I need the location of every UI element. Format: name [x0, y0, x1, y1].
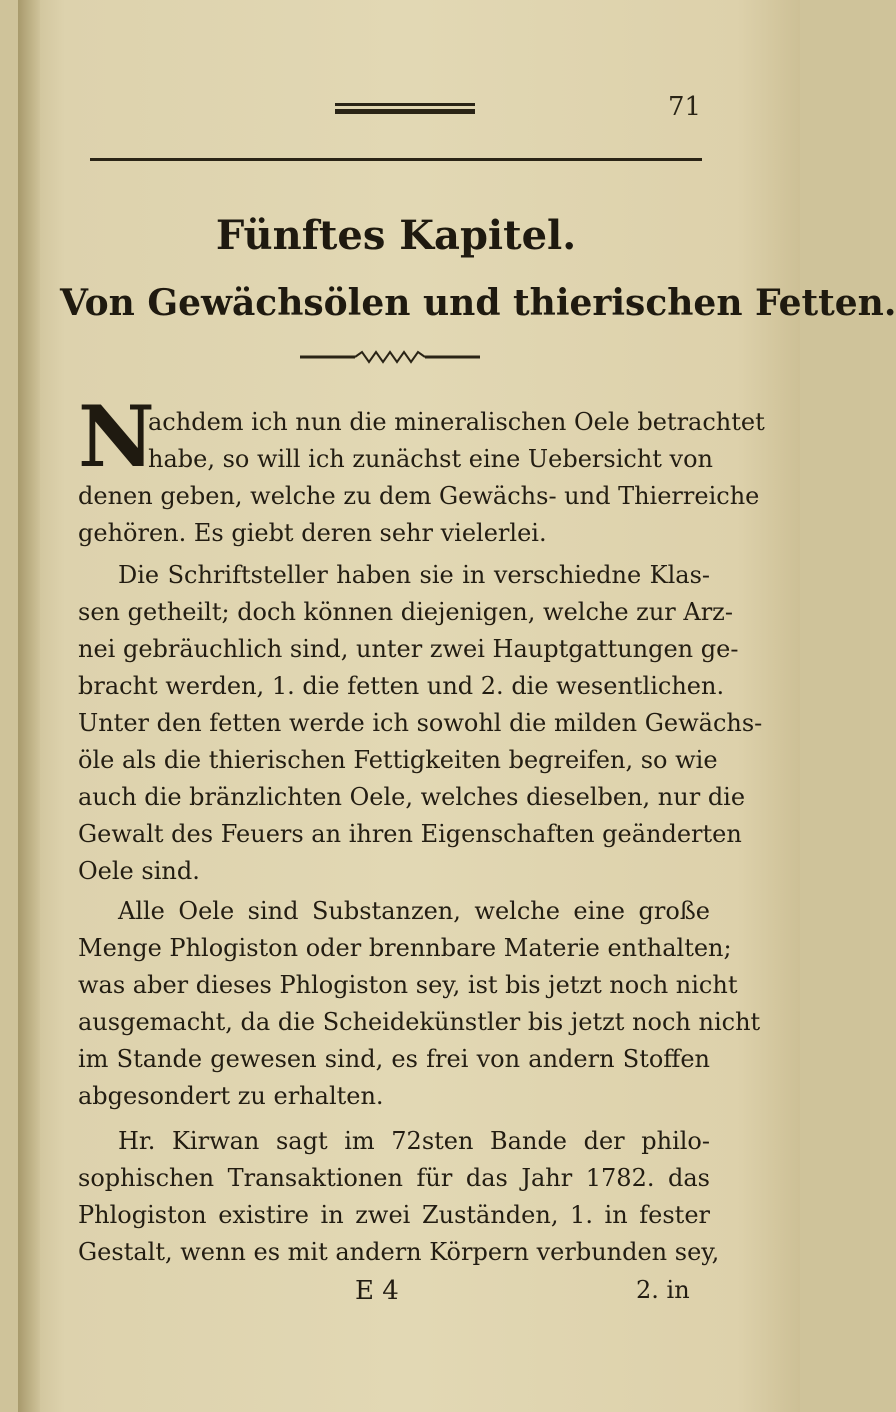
chapter-title: Fünftes Kapitel.: [215, 212, 577, 259]
page-number: 71: [668, 92, 702, 122]
paragraph-2: [78, 557, 763, 890]
text-line: denen geben, welche zu dem Gewächs- und Thierreiche: [78, 482, 760, 510]
chapter-subtitle: Von Gewächsölen und thierischen Fetten.: [60, 282, 896, 324]
text-line: Gewalt des Feuers an ihren Eigenschaften geänderten: [78, 820, 742, 848]
header-rule: [90, 158, 702, 161]
signature-mark: E 4: [355, 1276, 399, 1306]
text-line: Menge Phlogiston oder brennbare Materie enthalten;: [78, 934, 732, 962]
text-line: Die Schriftsteller haben sie in verschiedne Klas-: [118, 561, 710, 589]
text-line: Oele sind.: [78, 857, 200, 885]
text-line: bracht werden, 1. die fetten und 2. die wesentlichen.: [78, 672, 725, 700]
text-line: ausgemacht, da die Scheidekünstler bis jetzt noch nicht: [78, 1008, 761, 1036]
text-line: habe, so will ich zunächst eine Uebersicht von: [148, 445, 714, 473]
text-line: auch die bränzlichten Oele, welches dieselben, nur die: [78, 783, 746, 811]
text-line: im Stande gewesen sind, es frei von andern Stoffen: [78, 1045, 710, 1073]
text-line: abgesondert zu erhalten.: [78, 1082, 384, 1110]
paragraph-4: [78, 1123, 720, 1271]
text-line: Alle Oele sind Substanzen, welche eine große: [118, 897, 710, 925]
drop-cap: N: [78, 387, 155, 486]
page-gutter-shadow: [18, 0, 40, 1412]
text-line: Phlogiston existire in zwei Zuständen, 1. in fester: [78, 1201, 710, 1229]
text-line: gehören. Es giebt deren sehr vielerlei.: [78, 519, 547, 547]
text-line: Unter den fetten werde ich sowohl die milden Gewächs-: [78, 709, 763, 737]
text-line: sophischen Transaktionen für das Jahr 1782. das: [78, 1164, 710, 1192]
text-line: sen getheilt; doch können diejenigen, welche zur Arz-: [78, 598, 733, 626]
paragraph-3: [78, 893, 761, 1115]
text-line: nei gebräuchlich sind, unter zwei Hauptgattungen ge-: [78, 635, 739, 663]
paragraph-1-indented: [148, 404, 765, 478]
catchword: 2. in: [636, 1276, 690, 1304]
text-line: Hr. Kirwan sagt im 72sten Bande der philo-: [118, 1127, 710, 1155]
text-line: was aber dieses Phlogiston sey, ist bis jetzt noch nicht: [78, 971, 738, 999]
divider-ornament: [300, 350, 480, 364]
header-ornament: [335, 103, 475, 115]
text-line: achdem ich nun die mineralischen Oele betrachtet: [148, 408, 765, 436]
paragraph-1: [78, 478, 760, 552]
text-line: öle als die thierischen Fettigkeiten begreifen, so wie: [78, 746, 718, 774]
text-line: Gestalt, wenn es mit andern Körpern verbunden sey,: [78, 1238, 720, 1266]
